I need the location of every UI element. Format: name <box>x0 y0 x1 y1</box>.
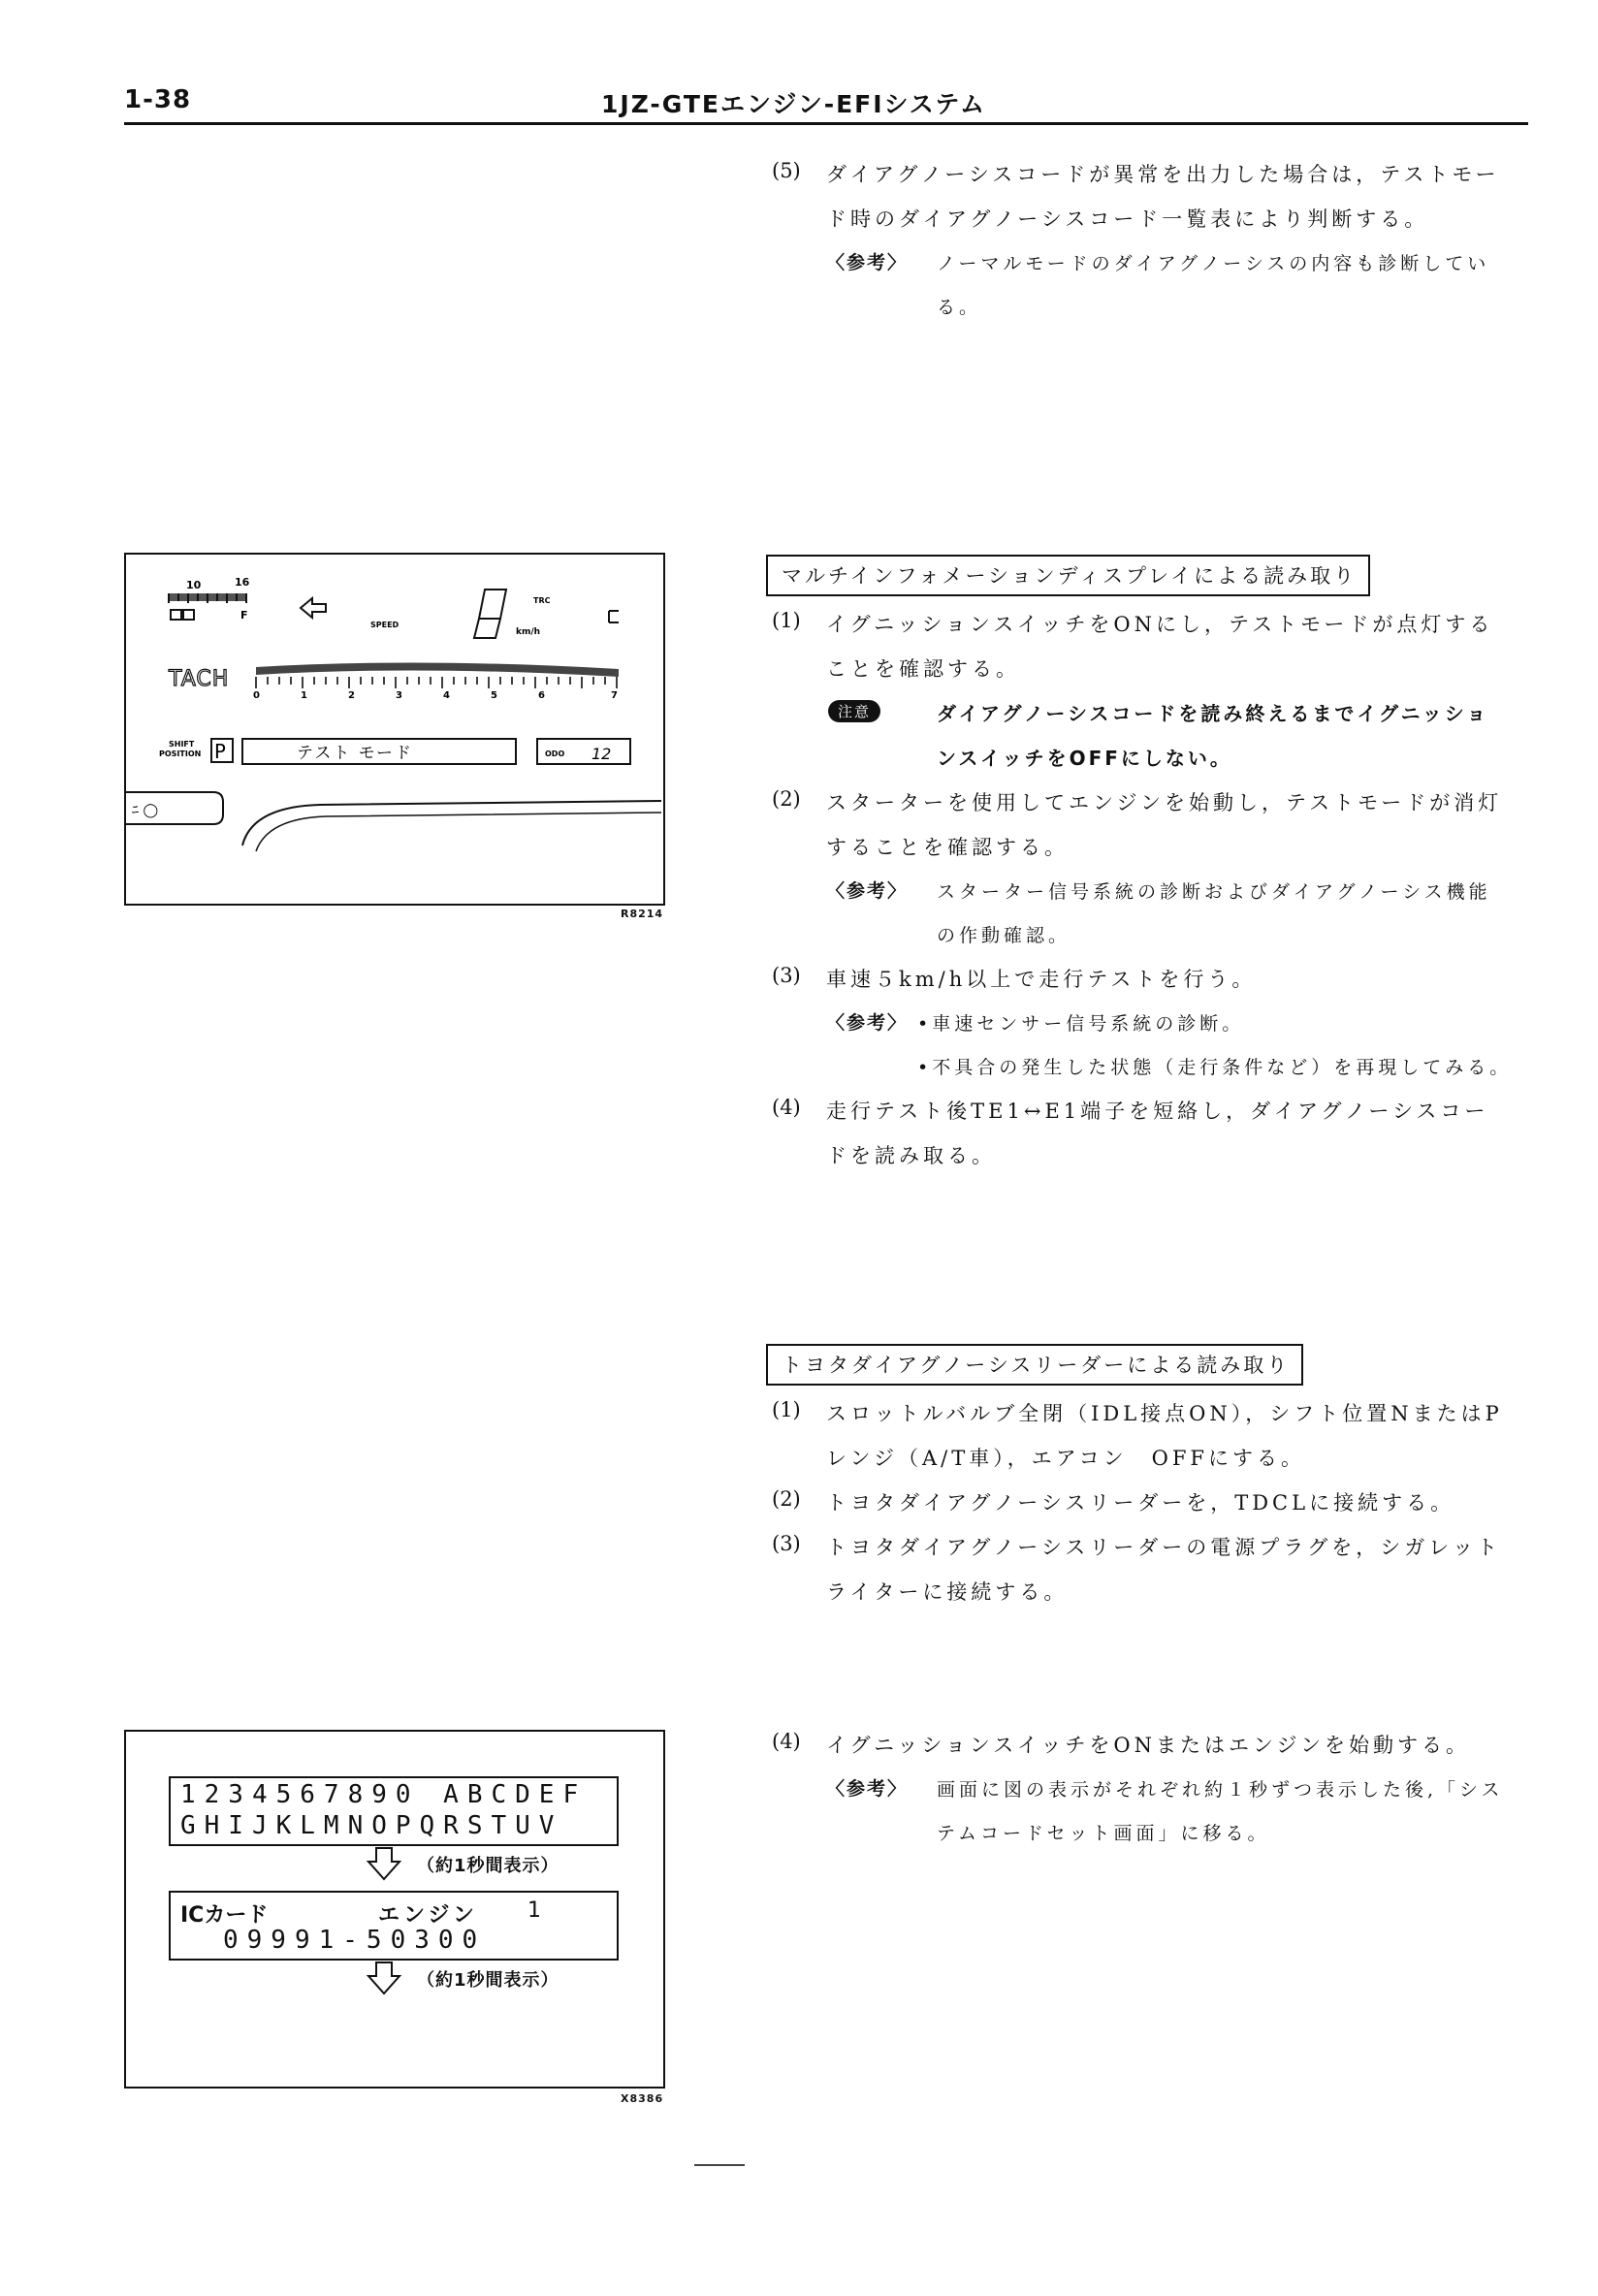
caution-text: ンスイッチをOFFにしない。 <box>937 747 1232 770</box>
text-line: 走行テスト後TE1↔E1端子を短絡し，ダイアグノーシスコー <box>826 1100 1489 1123</box>
text-line: レンジ（A/T車），エアコン OFFにする。 <box>826 1447 1306 1470</box>
header-rule <box>124 122 1528 125</box>
display-duration-note: （約1秒間表示） <box>417 1970 559 1991</box>
door-icon <box>609 611 619 622</box>
reader-screen-figure <box>124 1730 665 2089</box>
screen-2-part-number: 09991-50300 <box>223 1926 487 1955</box>
section-heading: マルチインフォメーションディスプレイによる読み取り <box>766 555 1370 596</box>
text-line: イグニッションスイッチをONまたはエンジンを始動する。 <box>826 1734 1470 1757</box>
cluster-drawing <box>126 555 663 904</box>
reference-text: 画面に図の表示がそれぞれ約１秒ずつ表示した後,「シス <box>937 1779 1504 1801</box>
page-title: 1JZ-GTEエンジン-EFIシステム <box>601 90 987 118</box>
gauge-label-10: 10 <box>186 579 202 591</box>
turn-signal-icon <box>301 598 326 618</box>
screen-2-index: 1 <box>527 1898 541 1923</box>
tach-tick: 4 <box>443 690 450 701</box>
arrow-down-icon <box>365 1846 403 1881</box>
message-text: テスト モード <box>297 744 414 763</box>
reference-label: 〈参考〉 <box>826 880 909 902</box>
clock-text: ﾆ ◯ <box>132 803 159 818</box>
odo-value: 12 <box>591 745 612 763</box>
tach-tick: 3 <box>396 690 402 701</box>
arrow-down-icon <box>365 1961 403 1995</box>
text-line: ライターに接続する。 <box>826 1580 1069 1604</box>
screen-1-row-1: 1234567890 ABCDEF <box>180 1780 588 1809</box>
screen-1 <box>169 1776 619 1846</box>
screen-2-engine: エンジン <box>378 1903 478 1928</box>
section-heading: トヨタダイアグノーシスリーダーによる読み取り <box>766 1344 1303 1386</box>
text-line: ダイアグノーシスコードが異常を出力した場合は，テストモー <box>826 163 1500 186</box>
reference-text: の作動確認。 <box>937 925 1071 946</box>
screen-1-row-2: GHIJKLMNOPQRSTUV <box>180 1811 563 1840</box>
page-number: 1-38 <box>124 85 192 114</box>
reference-text: •車速センサー信号系統の診断。 <box>917 1013 1245 1035</box>
item-number: (1) <box>772 1398 801 1421</box>
tach-tick: 0 <box>253 690 260 701</box>
instrument-cluster-figure <box>124 553 665 906</box>
text-line: ドを読み取る。 <box>826 1144 996 1167</box>
reference-text: ノーマルモードのダイアグノーシスの内容も診断してい <box>937 253 1490 274</box>
fuel-f-label: F <box>240 609 248 622</box>
panel-outline <box>242 801 661 845</box>
speed-digit-segment <box>474 590 506 638</box>
reference-label: 〈参考〉 <box>826 1012 909 1034</box>
reference-text: る。 <box>937 297 982 318</box>
screen-2 <box>169 1891 619 1961</box>
figure-code: R8214 <box>621 908 664 920</box>
text-line: トヨタダイアグノーシスリーダーを，TDCLに接続する。 <box>826 1491 1455 1515</box>
caution-text: ダイアグノーシスコードを読み終えるまでイグニッショ <box>937 702 1489 725</box>
text-line: イグニッションスイッチをONにし，テストモードが点灯する <box>826 613 1494 636</box>
tach-tick: 7 <box>611 690 618 701</box>
item-number: (3) <box>772 1532 801 1555</box>
tach-tick: 2 <box>348 690 355 701</box>
kmh-label: km/h <box>516 627 541 637</box>
text-line: スロットルバルブ全閉（IDL接点ON），シフト位置NまたはP <box>826 1402 1503 1425</box>
tach-label: TACH <box>169 667 230 691</box>
item-number: (5) <box>772 159 801 182</box>
text-line: トヨタダイアグノーシスリーダーの電源プラグを，シガレット <box>826 1536 1502 1559</box>
reference-label: 〈参考〉 <box>826 252 909 273</box>
item-number: (4) <box>772 1730 801 1753</box>
item-number: (3) <box>772 964 801 987</box>
item-number: (4) <box>772 1096 801 1119</box>
display-duration-note: （約1秒間表示） <box>417 1856 559 1876</box>
text-line: ことを確認する。 <box>826 657 1020 681</box>
item-number: (2) <box>772 1487 801 1511</box>
position-label: POSITION <box>159 749 202 758</box>
odo-label: ODO <box>545 749 565 758</box>
trc-label: TRC <box>533 596 551 605</box>
footer-mark <box>694 2164 745 2166</box>
text-line: 車速５km/h以上で走行テストを行う。 <box>826 968 1257 991</box>
figure-code: X8386 <box>621 2092 664 2105</box>
reference-text: •不具合の発生した状態（走行条件など）を再現してみる。 <box>917 1057 1513 1078</box>
reference-label: 〈参考〉 <box>826 1778 909 1800</box>
fuel-pump-icon <box>171 610 181 620</box>
reference-text: テムコードセット画面」に移る。 <box>937 1823 1270 1844</box>
text-line: スターターを使用してエンジンを始動し，テストモードが消灯 <box>826 791 1503 814</box>
tach-tick: 5 <box>491 690 497 701</box>
text-line: ド時のダイアグノーシスコード一覧表により判断する。 <box>826 207 1429 231</box>
gauge-label-16: 16 <box>235 576 250 589</box>
item-number: (2) <box>772 787 801 811</box>
caution-badge: 注意 <box>828 700 880 722</box>
screen-2-ic-card: ICカード <box>180 1903 269 1928</box>
text-line: することを確認する。 <box>826 836 1069 859</box>
reference-text: スターター信号系統の診断およびダイアグノーシス機能 <box>937 881 1491 903</box>
tach-bar <box>256 662 619 677</box>
speed-label: SPEED <box>370 621 400 629</box>
tach-tick: 6 <box>538 690 545 701</box>
tach-tick: 1 <box>301 690 307 701</box>
gear-indicator: P <box>214 740 227 763</box>
item-number: (1) <box>772 609 801 632</box>
shift-label: SHIFT <box>169 740 195 749</box>
